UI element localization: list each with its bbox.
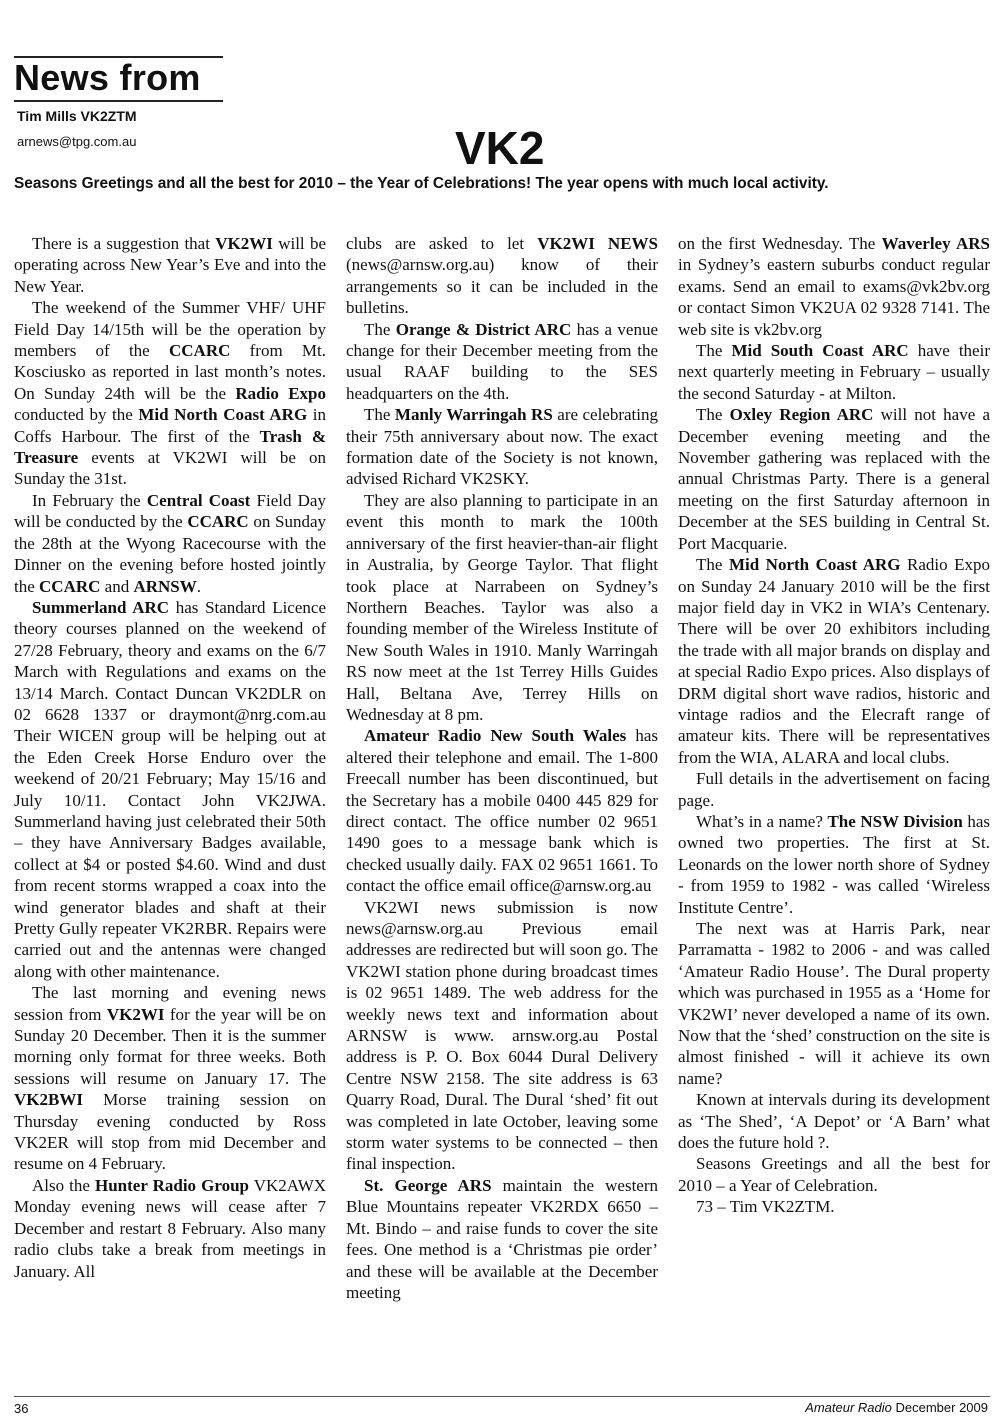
paragraph	[346, 233, 658, 319]
bold-text: Orange & District ARC	[395, 319, 572, 339]
text: will not have a December evening meeting and the November gathering was replaced with the annual Christmas Party. There is a general meeting on the first Saturday afternoon in December at the SES building in Central St. Port Macquarie.	[678, 405, 990, 553]
text: in Coffs Harbour. The first of the	[14, 405, 326, 446]
paragraph	[14, 233, 326, 297]
paragraph	[678, 1153, 990, 1196]
bold-text: ARNSW	[133, 576, 197, 596]
text: VK2AWX Monday evening news will cease after 7 December and restart 8 February. Also many radio clubs take a break from meetings in January. All	[14, 1175, 327, 1281]
bold-text: Summerland ARC	[32, 597, 170, 617]
text: The	[696, 341, 732, 361]
bold-text: CCARC	[168, 341, 231, 361]
text: has a venue change for their December meeting from the usual RAAF building to the SES headquarters on the 4th.	[346, 319, 658, 403]
paragraph	[678, 768, 990, 811]
bold-text: Waverley ARS	[881, 234, 990, 253]
paragraph	[14, 982, 326, 1175]
text: for the year will be on Sunday 20 December. Then it is the summer morning only format for three weeks. Both sessions will resume on January 17. The	[14, 1004, 326, 1088]
paragraph	[14, 490, 326, 597]
text: has altered their telephone and email. The 1-800 Freecall number has been discontinued, but the Secretary has a mobile 0400 445 829 for direct contact. The office number 02 9651 1490 goes to a message bank which is checked usually daily. FAX 02 9651 1661. To contact the office email office@arnsw.org.au	[346, 726, 658, 896]
text: In February the	[32, 490, 147, 510]
text: Morse training session on Thursday evening conducted by Ross VK2ER will stop from mid December and resume on 4 February.	[14, 1090, 326, 1174]
text: The last morning and evening news session from	[14, 983, 326, 1024]
paragraph	[14, 597, 326, 982]
text: 73 – Tim VK2ZTM.	[696, 1197, 835, 1217]
paragraph	[678, 811, 990, 918]
text: are celebrating their 75th anniversary about now. The exact formation date of the Society is not known, advised Richard VK2SKY.	[346, 405, 659, 489]
text: has owned two properties. The first at St. Leonards on the lower north shore of Sydney - from 1959 to 1982 - was called ‘Wireless Institute Centre’.	[678, 811, 990, 917]
page-number: 36	[14, 1401, 29, 1416]
text: on the first Wednesday. The	[678, 234, 882, 253]
bold-text: VK2WI NEWS	[537, 234, 658, 253]
text: (news@arnsw.org.au) know of their arrangements so it can be included in the bulletins.	[346, 255, 658, 318]
text: from Mt. Kosciusko as reported in last month’s notes. On Sunday 24th will be the	[14, 341, 326, 403]
bold-text: Mid North Coast ARG	[728, 555, 901, 575]
paragraph	[678, 233, 990, 340]
issue-date: December 2009	[895, 1400, 988, 1415]
text: The	[696, 555, 729, 575]
bold-text: CCARC	[187, 512, 249, 532]
bold-text: VK2WI	[106, 1004, 165, 1024]
article-column-1	[14, 233, 326, 1282]
bold-text: VK2WI	[215, 234, 273, 253]
paragraph	[346, 490, 658, 725]
bold-text: Manly Warringah RS	[394, 405, 553, 425]
paragraph	[346, 319, 658, 405]
paragraph	[678, 918, 990, 1089]
paragraph	[346, 1175, 658, 1303]
text: events at VK2WI will be on Sunday the 31st.	[14, 448, 326, 489]
paragraph	[678, 1196, 990, 1217]
text: will be operating across New Year’s Eve and into the New Year.	[14, 234, 326, 296]
text: Radio Expo on Sunday 24 January 2010 will be the first major field day in VK2 in WIA’s Centenary. There will be over 20 exhibitors including the trade with all major brands on display and at special Radio Expo prices. Also displays of DRM digital short wave radios, historic and vintage radios and the Elecraft range of amateur kits. There will be representatives from the WIA, ALARA and local clubs.	[678, 555, 990, 767]
text: maintain the western Blue Mountains repeater VK2RDX 6650 – Mt. Bindo – and raise funds to cover the site fees. One method is a ‘Christmas pie order’ and these will be available at the December meeting	[346, 1175, 658, 1302]
text: .	[196, 576, 202, 596]
text: VK2WI news submission is now news@arnsw.org.au Previous email addresses are redirected but will soon go. The VK2WI station phone during broadcast times is 02 9651 1489. The web address for the weekly news text and information about ARNSW is www. arnsw.org.au Postal address is P. O. Box 6044 Dural Delivery Centre NSW 2158. The site address is 63 Quarry Road, Dural. The Dural ‘shed’ fit out was completed in late October, leaving some storm water systems to be connected – then final inspection.	[346, 897, 658, 1174]
paragraph	[678, 554, 990, 768]
text: The	[696, 405, 730, 425]
text: The weekend of the Summer VHF/ UHF Field Day 14/15th will be the operation by members of the	[14, 298, 326, 361]
text: There is a suggestion that	[32, 234, 216, 253]
bold-text: CCARC	[39, 576, 101, 596]
text: Known at intervals during its development as ‘The Shed’, ‘A Depot’ or ‘A Barn’ what does the future hold ?.	[678, 1090, 990, 1153]
author-name: Tim Mills VK2ZTM	[17, 108, 137, 124]
bold-text: Amateur Radio New South Wales	[364, 726, 627, 746]
bold-text: The NSW Division	[827, 811, 963, 831]
text: The	[364, 319, 396, 339]
text: conducted by the	[14, 405, 139, 425]
text: Full details in the advertisement on facing page.	[678, 769, 990, 810]
bold-text: Trash & Treasure	[14, 426, 326, 468]
article-column-3	[678, 233, 990, 1218]
bold-text: Mid South Coast ARC	[731, 341, 909, 361]
text: What’s in a name?	[696, 811, 828, 831]
paragraph	[346, 897, 658, 1175]
text: on Sunday the 28th at the Wyong Racecourse with the Dinner on the evening before hosted jointly the	[14, 512, 326, 596]
region-heading: VK2	[455, 122, 545, 174]
text: The	[364, 405, 395, 425]
paragraph	[678, 340, 990, 404]
text: and	[100, 576, 134, 596]
author-email: arnews@tpg.com.au	[17, 134, 137, 149]
header-title-rule	[14, 100, 223, 102]
article-subtitle: Seasons Greetings and all the best for 2010 – the Year of Celebrations! The year opens with much local activity.	[14, 175, 829, 192]
section-title: News from	[14, 57, 201, 98]
footer-rule	[14, 1396, 990, 1397]
text: Seasons Greetings and all the best for 2010 – a Year of Celebration.	[678, 1154, 990, 1195]
bold-text: Hunter Radio Group	[94, 1175, 249, 1195]
magazine-name: Amateur Radio	[805, 1400, 892, 1415]
paragraph	[346, 725, 658, 896]
bold-text: Mid North Coast ARG	[138, 405, 308, 425]
text: The next was at Harris Park, near Parramatta - 1982 to 2006 - and was called ‘Amateur Radio House’. The Dural property which was purchased in 1955 as a ‘Home for VK2WI’ never developed a name of its own. Now that the ‘shed’ construction on the site is almost finished - will it achieve its own name?	[678, 919, 990, 1088]
text: Field Day will be conducted by the	[14, 490, 326, 532]
paragraph	[678, 404, 990, 554]
bold-text: Oxley Region ARC	[729, 405, 874, 425]
text: They are also planning to participate in an event this month to mark the 100th anniversary of the first heavier-than-air flight in Australia, by George Taylor. That flight took place at Narrabeen on Sydney’s Northern Beaches. Taylor was also a founding member of the Wireless Institute of New South Wales in 1910. Manly Warringah RS now meet at the 1st Terrey Hills Guides Hall, Beltana Ave, Terrey Hills on Wednesday at 8 pm.	[346, 490, 658, 724]
paragraph	[14, 297, 326, 490]
text: in Sydney’s eastern suburbs conduct regular exams. Send an email to exams@vk2bv.org or contact Simon VK2UA 02 9328 7141. The web site is vk2bv.org	[678, 255, 990, 339]
magazine-info	[805, 1400, 988, 1415]
bold-text: Radio Expo	[235, 383, 326, 403]
article-column-2	[346, 233, 658, 1303]
bold-text: VK2BWI	[14, 1090, 83, 1110]
text: has Standard Licence theory courses planned on the weekend of 27/28 February, theory and exams on the 6/7 March with Regulations and exams on the 13/14 March. Contact Duncan VK2DLR on 02 6628 1337 or draymont@nrg.com.au Their WICEN group will be helping out at the Eden Creek Horse Enduro over the weekend of 20/21 February; May 15/16 and July 10/11. Contact John VK2JWA. Summerland having just celebrated their 50th – they have Anniversary Badges available, collect at $4 or posted $4.60. Wind and dust from recent storms wrapped a coax into the wind generator blades and shaft at their Pretty Gully repeater VK2RBR. Repairs were carried out and the antennas were changed along with other maintenance.	[14, 597, 326, 981]
bold-text: St. George ARS	[364, 1175, 492, 1195]
text: clubs are asked to let	[346, 234, 538, 253]
paragraph	[346, 404, 658, 490]
text: have their next quarterly meeting in February – usually the second Saturday - at Milton.	[678, 341, 990, 403]
paragraph	[14, 1175, 326, 1282]
bold-text: Central Coast	[146, 490, 251, 510]
paragraph	[678, 1089, 990, 1153]
text: Also the	[32, 1175, 95, 1195]
